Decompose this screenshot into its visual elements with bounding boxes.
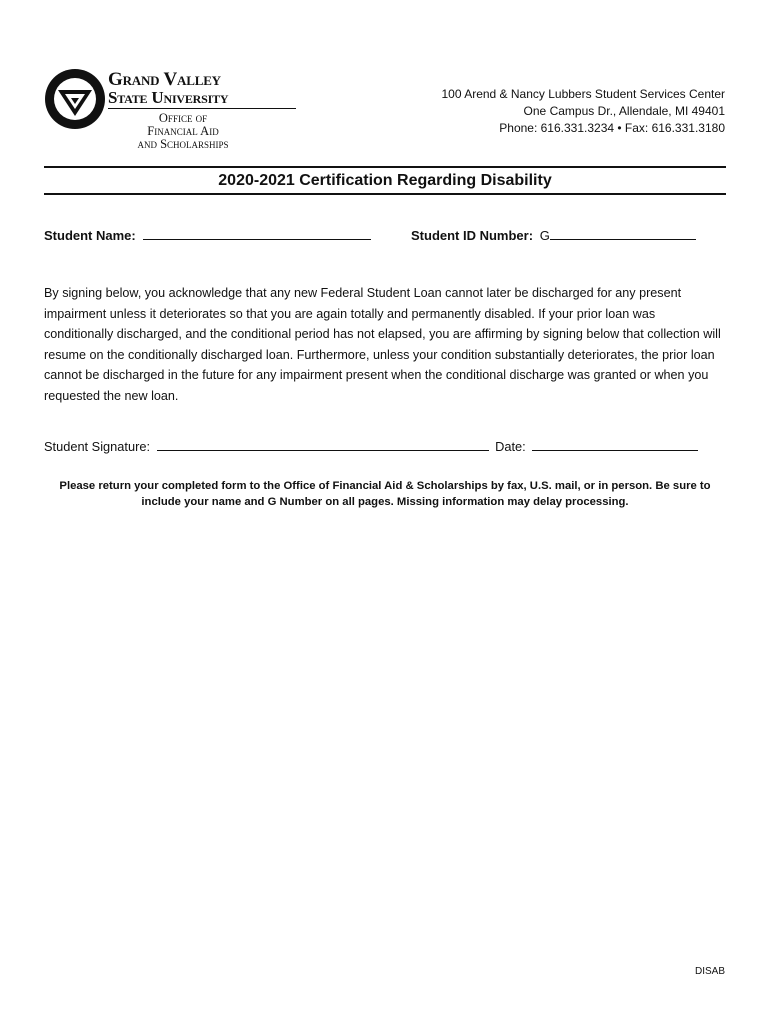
office-name [122, 112, 244, 151]
form-title: 2020-2021 Certification Regarding Disability [218, 172, 552, 189]
address-line1: 100 Arend & Nancy Lubbers Student Services Center [441, 87, 725, 101]
signature-label: Student Signature: [44, 439, 151, 454]
university-name [108, 70, 296, 109]
office-line3: and Scholarships [137, 137, 229, 151]
office-line1: Office of [158, 111, 208, 125]
address-line3: Phone: 616.331.3234 • Fax: 616.331.3180 [499, 121, 725, 135]
date-field[interactable] [532, 438, 698, 451]
title-rule-bottom [44, 193, 726, 195]
title-rule-top [44, 166, 726, 168]
student-id-prefix: G [539, 228, 550, 243]
form-code: DISAB [694, 966, 725, 977]
gvsu-logo [44, 68, 274, 152]
address-line2: One Campus Dr., Allendale, MI 49401 [523, 104, 725, 118]
university-name-line2: State University [108, 89, 296, 109]
student-id-label: Student ID Number: [411, 228, 534, 243]
date-label: Date: [495, 439, 526, 454]
student-id-row [411, 227, 696, 243]
signature-row [44, 438, 698, 454]
office-address [442, 86, 726, 137]
office-line2: Financial Aid [147, 124, 219, 138]
return-instructions: Please return your completed form to the Office of Financial Aid & Scholarships by fax, U.S. mail, or in person. Be sure to include your name and G Number on all pages. Missing information may delay processing. [59, 480, 711, 508]
signature-field[interactable] [157, 438, 489, 451]
student-name-field[interactable] [143, 227, 371, 240]
university-name-line1: Grand Valley [108, 69, 221, 90]
gvsu-seal-icon [44, 68, 106, 130]
student-name-row [44, 227, 371, 243]
acknowledgement-text: By signing below, you acknowledge that any new Federal Student Loan cannot later be discharged for any present impairment unless it deteriorates so that you are again totally and permanently disabled. If your prior loan was conditionally discharged, and the conditional period has not elapsed, you are affirming by signing below that collection will resume on the conditionally discharged loan. Furthermore, unless your condition substantially deteriorates, the prior loan cannot be discharged in the future for any impairment present when the conditional discharge was granted or when you requested the new loan. [44, 286, 721, 403]
student-id-field[interactable] [550, 227, 696, 240]
student-name-label: Student Name: [44, 228, 136, 243]
